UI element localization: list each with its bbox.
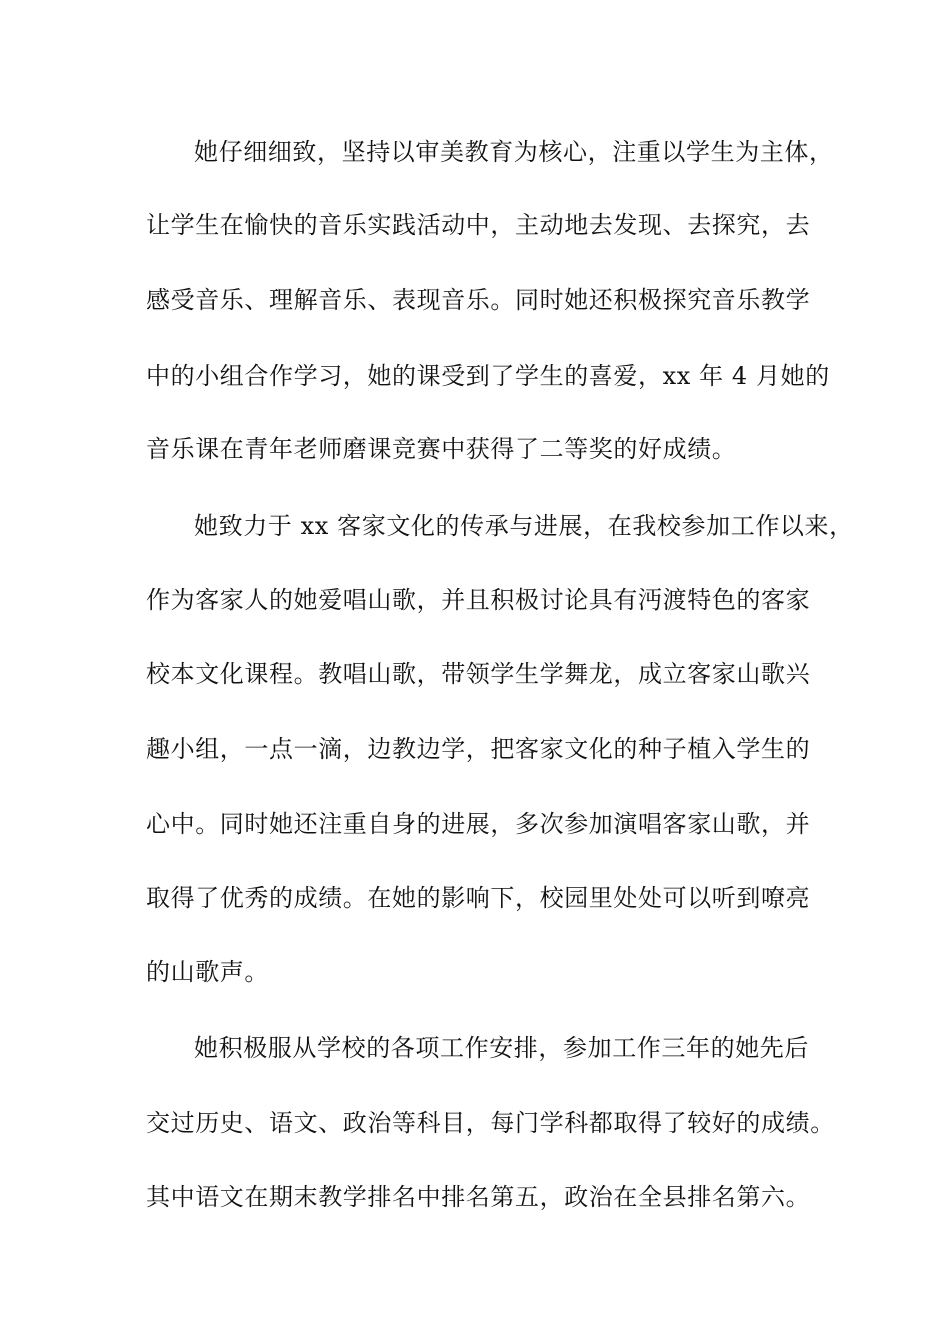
paragraph-2-line-5: 心中。同时她还注重自身的进展，多次参加演唱客家山歌，并: [146, 810, 811, 838]
paragraph-2-line-1: 她致力于 xx 客家文化的传承与进展，在我校参加工作以来，: [194, 512, 854, 540]
paragraph-3-line-2: 交过历史、语文、政治等科目，每门学科都取得了较好的成绩。: [146, 1109, 835, 1137]
paragraph-1-line-3: 感受音乐、理解音乐、表现音乐。同时她还积极探究音乐教学: [146, 286, 811, 314]
paragraph-1-line-5: 音乐课在青年老师磨课竞赛中获得了二等奖的好成绩。: [146, 435, 737, 463]
paragraph-1-line-2: 让学生在愉快的音乐实践活动中，主动地去发现、去探究，去: [146, 211, 811, 239]
paragraph-1-line-4: 中的小组合作学习，她的课受到了学生的喜爱，xx 年 4 月她的: [146, 362, 830, 390]
paragraph-2-line-3: 校本文化课程。教唱山歌，带领学生学舞龙，成立客家山歌兴: [146, 660, 811, 688]
paragraph-1-line-1: 她仔细细致，坚持以审美教育为核心，注重以学生为主体，: [194, 138, 834, 166]
paragraph-2-line-4: 趣小组，一点一滴，边教边学，把客家文化的种子植入学生的: [146, 735, 811, 763]
paragraph-3-line-3: 其中语文在期末教学排名中排名第五，政治在全县排名第六。: [146, 1183, 811, 1211]
paragraph-2-line-2: 作为客家人的她爱唱山歌，并且积极讨论具有沔渡特色的客家: [146, 586, 811, 614]
paragraph-2-line-7: 的山歌声。: [146, 958, 269, 986]
paragraph-3-line-1: 她积极服从学校的各项工作安排，参加工作三年的她先后: [194, 1034, 809, 1062]
paragraph-2-line-6: 取得了优秀的成绩。在她的影响下，校园里处处可以听到嘹亮: [146, 884, 811, 912]
